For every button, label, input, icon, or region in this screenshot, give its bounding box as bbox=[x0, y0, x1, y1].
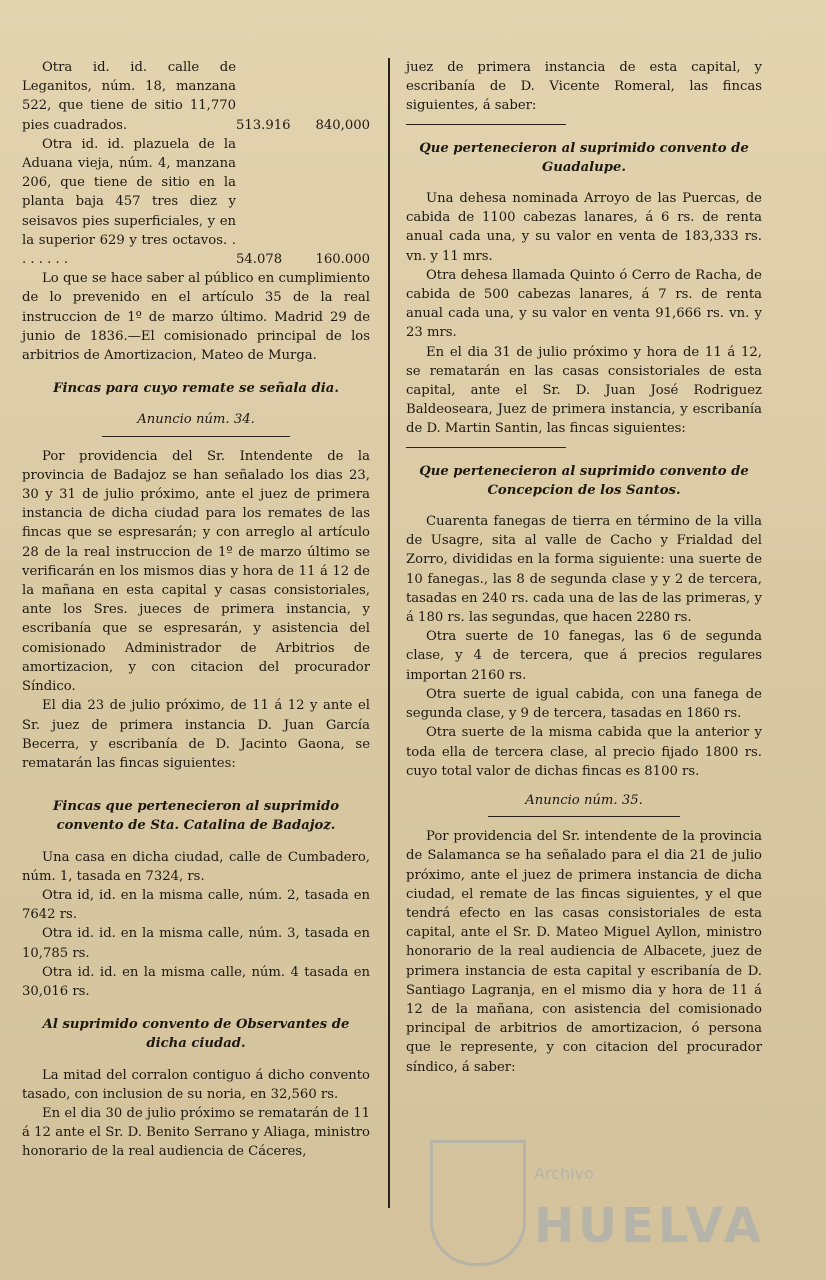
right-column bbox=[406, 58, 762, 1077]
divider-line bbox=[406, 124, 566, 125]
section-heading: Que pertenecieron al suprimido convento de Concepcion de los Santos. bbox=[419, 463, 749, 498]
paragraph: Por providencia del Sr. Intendente de la provincia de Badajoz se han señalado los dias 23, 30 y 31 de julio próximo, ante el juez de primera instancia de dicha ciudad para los remates de las fincas que se espresarán; y con arreglo al artículo 28 de la real instruccion de 1º de marzo último se verificarán en los mismos dias y hora de 11 á 12 de la mañana en esta capital y casas consistoriales, ante los Sres. jueces de primera instancia, y escribanía que se espresarán, y asistencia del comisionado Administrador de Arbitrios de amortizacion, y con citacion del procurador Síndico. bbox=[22, 448, 370, 695]
paragraph: Otra id. id. en la misma calle, núm. 4 tasada en 30,016 rs. bbox=[22, 964, 370, 999]
section-heading: Fincas para cuyo remate se señala dia. bbox=[53, 381, 339, 397]
paragraph: Otra suerte de 10 fanegas, las 6 de segunda clase, y 4 de tercera, que á precios regulares importan 2160 rs. bbox=[406, 629, 762, 683]
paragraph: La mitad del corralon contiguo á dicho convento tasado, con inclusion de su noria, en 32,560 rs. bbox=[22, 1067, 370, 1102]
entry-text: Otra id. id. calle de Leganitos, núm. 18, manzana 522, que tiene de sitio 11,770 pies cuadrados. bbox=[22, 60, 236, 133]
announcement-heading: Anuncio núm. 34. bbox=[137, 412, 255, 428]
paragraph: Otra suerte de la misma cabida que la anterior y toda ella de tercera clase, al precio fijado 1800 rs. cuyo total valor de dichas fincas es 8100 rs. bbox=[406, 725, 762, 779]
divider-line bbox=[102, 436, 290, 437]
column-divider bbox=[388, 58, 390, 1208]
paragraph: Otra suerte de igual cabida, con una fanega de segunda clase, y 9 de tercera, tasadas en 1860 rs. bbox=[406, 686, 762, 722]
paragraph: juez de primera instancia de esta capital, y escribanía de D. Vicente Romeral, las fincas siguientes, á saber: bbox=[406, 60, 762, 114]
entry-value-1: 54.078 bbox=[236, 252, 283, 268]
paragraph: El dia 23 de julio próximo, de 11 á 12 y ante el Sr. juez de primera instancia D. Juan García Becerra, y escribanía de D. Jacinto Gaona, se rematarán las fincas siguientes: bbox=[22, 698, 370, 771]
announcement-heading: Anuncio núm. 35. bbox=[525, 792, 643, 808]
entry-value-2: 160.000 bbox=[315, 252, 370, 268]
entry-value-1: 513.916 bbox=[236, 117, 291, 133]
watermark-text: HUELVA bbox=[534, 1198, 765, 1254]
left-column bbox=[22, 58, 370, 1162]
shield-icon bbox=[430, 1140, 526, 1266]
entry-text: Otra id. id. plazuela de la Aduana vieja, núm. 4, manzana 206, que tiene de sitio en la planta baja 457 tres diez y seisavos pies superficiales, y en la superior 629 y tres octavos. . . . . . . . bbox=[22, 136, 236, 268]
divider-line bbox=[488, 816, 680, 817]
section-heading: Al suprimido convento de Observantes de dicha ciudad. bbox=[42, 1017, 350, 1052]
paragraph: Una casa en dicha ciudad, calle de Cumbadero, núm. 1, tasada en 7324, rs. bbox=[22, 849, 370, 884]
paragraph: Cuarenta fanegas de tierra en término de la villa de Usagre, sita al valle de Cacho y Frialdad del Zorro, divididas en la forma siguiente: una suerte de 10 fanegas., las 8 de segunda clase y y 2 de tercera, tasadas en 240 rs. cada una de las de las primeras, y á 180 rs. las segundas, que hacen 2280 rs. bbox=[406, 514, 762, 626]
paragraph: Otra dehesa llamada Quinto ó Cerro de Racha, de cabida de 500 cabezas lanares, á 7 rs. de renta anual cada una, y su valor en venta 91,666 rs. vn. y 23 mrs. bbox=[406, 267, 762, 341]
paragraph: Por providencia del Sr. intendente de la provincia de Salamanca se ha señalado para el dia 21 de julio próximo, ante el juez de primera instancia de dicha ciudad, el remate de las fincas siguientes, y el que tendrá efecto en las casas consistoriales de esta capital, ante el Sr. D. Mateo Miguel Ayllon, ministro honorario de la real audiencia de Albacete, juez de primera instancia de esta capital y escribanía de D. Santiago Lagranja, en el mismo dia y hora de 11 á 12 de la mañana, con asistencia del comisionado principal de arbitrios de amortizacion, ó persona que le represente, y con citacion del procurador síndico, á saber: bbox=[406, 829, 762, 1075]
entry-value-2: 840,000 bbox=[315, 117, 370, 133]
property-entry bbox=[22, 135, 370, 269]
section-heading: Fincas que pertenecieron al suprimido convento de Sta. Catalina de Badajoz. bbox=[52, 799, 340, 834]
divider-line bbox=[406, 447, 566, 448]
watermark-subtitle: Archivo bbox=[534, 1164, 594, 1183]
paragraph: Otra id, id. en la misma calle, núm. 2, tasada en 7642 rs. bbox=[22, 887, 370, 923]
section-heading: Que pertenecieron al suprimido convento de Guadalupe. bbox=[419, 140, 749, 175]
paragraph: En el dia 30 de julio próximo se rematarán de 11 á 12 ante el Sr. D. Benito Serrano y Aliaga, ministro honorario de la real audiencia de Cáceres, bbox=[22, 1105, 370, 1160]
paragraph: Otra id. id. en la misma calle, núm. 3, tasada en 10,785 rs. bbox=[22, 926, 370, 961]
archive-watermark bbox=[430, 1140, 765, 1260]
property-entry bbox=[22, 58, 370, 135]
paragraph: Lo que se hace saber al público en cumplimiento de lo prevenido en el artículo 35 de la real instruccion de 1º de marzo último. Madrid 29 de junio de 1836.—El comisionado principal de los arbitrios de Amortizacion, Mateo de Murga. bbox=[22, 271, 370, 364]
paragraph: En el dia 31 de julio próximo y hora de 11 á 12, se rematarán en las casas consistoriales de esta capital, ante el Sr. D. Juan José Rodriguez Baldeoseara, Juez de primera instancia, y escribanía de D. Martin Santin, las fincas siguientes: bbox=[406, 344, 762, 437]
paragraph: Una dehesa nominada Arroyo de las Puercas, de cabida de 1100 cabezas lanares, á 6 rs. de renta anual cada una, y su valor en venta de 183,333 rs. vn. y 11 mrs. bbox=[406, 191, 762, 264]
